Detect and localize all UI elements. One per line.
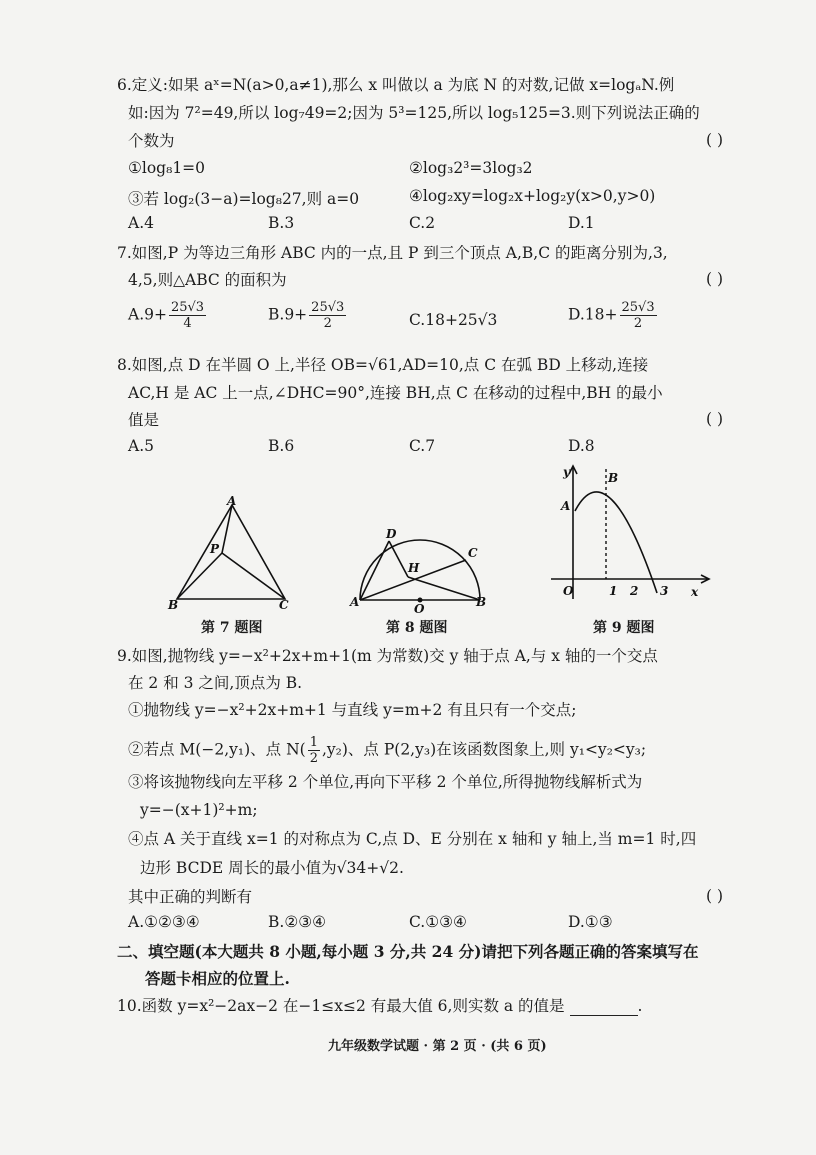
q6-answer-paren: ( ) [706,131,724,149]
q8-line3: 值是 [128,411,160,429]
q9-statement-2: ②若点 M(−2,y₁)、点 N( $\frac{1}{2}$ ,y₂)、点 P(2,y₃)在该函数图象上,则 y₁<y₂<y₃; [128,735,647,766]
q9-option-d: D.①③ [568,913,613,931]
q9-line2: 在 2 和 3 之间,顶点为 B. [128,674,303,692]
q9-option-c: C.①③④ [409,913,467,931]
page-footer: 九年级数学试题 · 第 2 页 · (共 6 页) [328,1039,547,1054]
q6-line1: 6.定义:如果 aˣ=N(a>0,a≠1),那么 x 叫做以 a 为底 N 的对数,记做 x=logₐN.例 [117,76,675,94]
figure-7-triangle [165,495,295,615]
fig9-label-b: B [608,471,619,485]
fig8-label-c: C [468,546,478,560]
q9-option-b: B.②③④ [268,913,327,931]
figure-8-caption: 第 8 题图 [386,620,448,636]
section-2-heading-cont: 答题卡相应的位置上. [145,969,290,988]
q6-statement-1: ①log₈1=0 [128,159,206,177]
q9-ask: 其中正确的判断有 [128,888,253,906]
q9-statement-3a: ③将该抛物线向左平移 2 个单位,再向下平移 2 个单位,所得抛物线解析式为 [128,773,643,791]
q6-line2: 如:因为 7²=49,所以 log₇49=2;因为 5³=125,所以 log₅125=3.则下列说法正确的 [128,104,700,122]
figure-7-caption: 第 7 题图 [201,620,263,636]
q7-option-d: D.18+ $\frac{25√3}{2}$ [568,300,655,331]
q9-answer-paren: ( ) [706,887,724,905]
q7-line2: 4,5,则△ABC 的面积为 [128,271,287,289]
figure-8-semicircle [348,522,494,614]
q6-statement-3: ③若 log₂(3−a)=log₈27,则 a=0 [128,190,360,208]
q7-option-a: A.9+ $\frac{25√3}{4}$ [128,300,205,331]
fig7-label-c: C [279,598,289,612]
fig7-label-b: B [168,598,179,612]
q6-statement-2: ②log₃2³=3log₃2 [409,159,533,177]
fig9-label-x: x [691,585,699,599]
q9-statement-1: ①抛物线 y=−x²+2x+m+1 与直线 y=m+2 有且只有一个交点; [128,701,577,719]
fig8-label-a: A [350,595,360,609]
fig9-label-y: y [563,465,570,479]
q9-statement-4a: ④点 A 关于直线 x=1 的对称点为 C,点 D、E 分别在 x 轴和 y 轴上,当 m=1 时,四 [128,830,697,848]
q8-line1: 8.如图,点 D 在半圆 O 上,半径 OB=√61,AD=10,点 C 在弧 BD 上移动,连接 [117,356,649,374]
fig8-label-h: H [408,561,420,575]
q8-option-a: A.5 [128,437,154,455]
q10-line: 10.函数 y=x²−2ax−2 在−1≤x≤2 有最大值 6,则实数 a 的值是 . [117,997,643,1015]
fig9-label-o: O [563,584,574,598]
q7-option-b: B.9+ $\frac{25√3}{2}$ [268,300,345,331]
q9-option-a: A.①②③④ [128,913,200,931]
q9-line1: 9.如图,抛物线 y=−x²+2x+m+1(m 为常数)交 y 轴于点 A,与 x 轴的一个交点 [117,647,658,665]
q7-answer-paren: ( ) [706,270,724,288]
section-2-heading: 二、填空题(本大题共 8 小题,每小题 3 分,共 24 分)请把下列各题正确的答案填写在 [117,942,699,961]
q6-option-c: C.2 [409,214,436,232]
fig9-tick-3: 3 [660,584,669,598]
q8-option-b: B.6 [268,437,295,455]
q9-statement-4b: 边形 BCDE 周长的最小值为√34+√2. [140,859,404,877]
q6-option-d: D.1 [568,214,595,232]
q7-line1: 7.如图,P 为等边三角形 ABC 内的一点,且 P 到三个顶点 A,B,C 的距离分别为,3, [117,244,668,262]
q6-option-b: B.3 [268,214,295,232]
fig8-label-o: O [414,602,425,614]
figure-9-caption: 第 9 题图 [593,620,655,636]
q6-line3: 个数为 [128,132,175,150]
fig9-tick-1: 1 [609,584,618,598]
q7-option-c: C.18+25√3 [409,311,498,329]
figure-9-parabola [543,462,715,602]
fig9-label-a: A [561,499,571,513]
fig8-label-b: B [476,595,487,609]
q6-statement-4: ④log₂xy=log₂x+log₂y(x>0,y>0) [409,187,656,205]
q9-statement-3b: y=−(x+1)²+m; [140,801,258,819]
q8-line2: AC,H 是 AC 上一点,∠DHC=90°,连接 BH,点 C 在移动的过程中,BH 的最小 [128,384,663,402]
fig7-label-p: P [210,542,220,556]
q10-answer-blank[interactable] [570,1001,638,1016]
q8-option-d: D.8 [568,437,595,455]
fig8-label-d: D [386,527,397,541]
fig7-label-a: A [227,495,237,508]
q8-option-c: C.7 [409,437,436,455]
q6-option-a: A.4 [128,214,154,232]
q8-answer-paren: ( ) [706,410,724,428]
fig9-tick-2: 2 [630,584,639,598]
